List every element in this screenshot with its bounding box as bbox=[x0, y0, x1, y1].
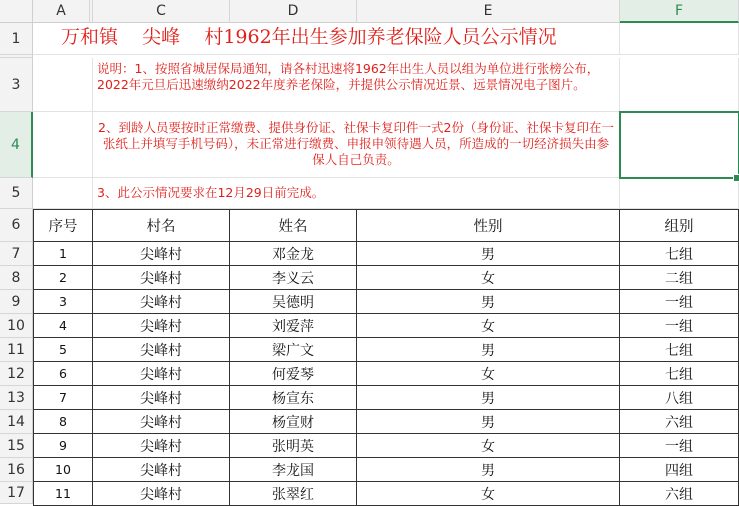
column-header-f[interactable]: F bbox=[620, 0, 739, 23]
table-cell-sex[interactable]: 女 bbox=[357, 482, 620, 506]
table-cell-village[interactable]: 尖峰村 bbox=[93, 338, 230, 362]
row-header-7[interactable]: 7 bbox=[0, 242, 33, 266]
table-cell-sex[interactable]: 男 bbox=[357, 458, 620, 482]
table-cell-village[interactable]: 尖峰村 bbox=[93, 482, 230, 506]
table-cell-village[interactable]: 尖峰村 bbox=[93, 458, 230, 482]
table-cell-name[interactable]: 邓金龙 bbox=[230, 242, 357, 266]
table-cell-name[interactable]: 李义云 bbox=[230, 266, 357, 290]
row-header-17[interactable]: 17 bbox=[0, 482, 33, 504]
table-cell-name[interactable]: 李龙国 bbox=[230, 458, 357, 482]
row-header-14[interactable]: 14 bbox=[0, 410, 33, 434]
table-cell-sex[interactable]: 男 bbox=[357, 338, 620, 362]
table-cell-no[interactable]: 4 bbox=[33, 314, 93, 338]
table-cell-group[interactable]: 一组 bbox=[620, 290, 739, 314]
table-header-group[interactable]: 组别 bbox=[620, 209, 739, 242]
select-all-corner[interactable] bbox=[0, 0, 33, 23]
table-cell-village[interactable]: 尖峰村 bbox=[93, 386, 230, 410]
cell-a4[interactable] bbox=[33, 112, 93, 178]
cell-f3[interactable] bbox=[620, 58, 739, 112]
table-header-village[interactable]: 村名 bbox=[93, 209, 230, 242]
cell-f1[interactable] bbox=[620, 23, 739, 55]
fill-handle[interactable] bbox=[733, 174, 739, 182]
row-header-6[interactable]: 6 bbox=[0, 209, 33, 242]
column-header-d[interactable]: D bbox=[230, 0, 357, 23]
table-cell-group[interactable]: 一组 bbox=[620, 314, 739, 338]
table-cell-name[interactable]: 张明英 bbox=[230, 434, 357, 458]
table-cell-village[interactable]: 尖峰村 bbox=[93, 242, 230, 266]
table-cell-name[interactable]: 吴德明 bbox=[230, 290, 357, 314]
table-header-sex[interactable]: 性别 bbox=[357, 209, 620, 242]
table-cell-name[interactable]: 何爱琴 bbox=[230, 362, 357, 386]
table-cell-sex[interactable]: 女 bbox=[357, 266, 620, 290]
table-header-no[interactable]: 序号 bbox=[33, 209, 93, 242]
row-header-8[interactable]: 8 bbox=[0, 266, 33, 290]
table-cell-village[interactable]: 尖峰村 bbox=[93, 314, 230, 338]
table-cell-no[interactable]: 3 bbox=[33, 290, 93, 314]
cell-f5[interactable] bbox=[620, 178, 739, 209]
table-cell-no[interactable]: 11 bbox=[33, 482, 93, 506]
table-cell-no[interactable]: 6 bbox=[33, 362, 93, 386]
table-cell-no[interactable]: 5 bbox=[33, 338, 93, 362]
table-cell-sex[interactable]: 男 bbox=[357, 386, 620, 410]
sheet-title[interactable]: 万和镇 尖峰 村1962年出生参加养老保险人员公示情况 bbox=[33, 23, 620, 55]
table-cell-village[interactable]: 尖峰村 bbox=[93, 266, 230, 290]
table-cell-sex[interactable]: 女 bbox=[357, 362, 620, 386]
table-cell-group[interactable]: 六组 bbox=[620, 410, 739, 434]
table-cell-village[interactable]: 尖峰村 bbox=[93, 434, 230, 458]
column-header-e[interactable]: E bbox=[357, 0, 620, 23]
row-header-15[interactable]: 15 bbox=[0, 434, 33, 458]
table-header-name[interactable]: 姓名 bbox=[230, 209, 357, 242]
table-cell-group[interactable]: 七组 bbox=[620, 242, 739, 266]
table-cell-name[interactable]: 梁广文 bbox=[230, 338, 357, 362]
row-header-16[interactable]: 16 bbox=[0, 458, 33, 482]
notice-paragraph-3[interactable]: 3、此公示情况要求在12月29日前完成。 bbox=[93, 178, 620, 209]
table-cell-village[interactable]: 尖峰村 bbox=[93, 362, 230, 386]
column-header-c[interactable]: C bbox=[93, 0, 230, 23]
table-cell-sex[interactable]: 女 bbox=[357, 314, 620, 338]
row-header-13[interactable]: 13 bbox=[0, 386, 33, 410]
table-cell-sex[interactable]: 男 bbox=[357, 410, 620, 434]
table-cell-no[interactable]: 2 bbox=[33, 266, 93, 290]
table-cell-no[interactable]: 1 bbox=[33, 242, 93, 266]
table-cell-group[interactable]: 二组 bbox=[620, 266, 739, 290]
table-cell-group[interactable]: 四组 bbox=[620, 458, 739, 482]
column-header-a[interactable]: A bbox=[33, 0, 90, 23]
row-header-3[interactable]: 3 bbox=[0, 58, 33, 112]
table-cell-group[interactable]: 八组 bbox=[620, 386, 739, 410]
table-cell-name[interactable]: 杨宣财 bbox=[230, 410, 357, 434]
row-header-4[interactable]: 4 bbox=[0, 112, 33, 178]
row-header-10[interactable]: 10 bbox=[0, 314, 33, 338]
notice-paragraph-2[interactable]: 2、到龄人员要按时正常缴费、提供身份证、社保卡复印件一式2份（身份证、社保卡复印在一张纸上并填写手机号码），未正常进行缴费、申报申领待遇人员，所造成的一切经济损失由参保人自己负责。 bbox=[93, 112, 620, 178]
cell-a5[interactable] bbox=[33, 178, 93, 209]
table-cell-village[interactable]: 尖峰村 bbox=[93, 290, 230, 314]
table-cell-group[interactable]: 七组 bbox=[620, 338, 739, 362]
table-cell-sex[interactable]: 男 bbox=[357, 290, 620, 314]
table-cell-group[interactable]: 六组 bbox=[620, 482, 739, 506]
row-header-12[interactable]: 12 bbox=[0, 362, 33, 386]
cell-a3[interactable] bbox=[33, 58, 93, 112]
row-header-1[interactable]: 1 bbox=[0, 23, 33, 55]
table-cell-no[interactable]: 8 bbox=[33, 410, 93, 434]
table-cell-sex[interactable]: 女 bbox=[357, 434, 620, 458]
table-cell-sex[interactable]: 男 bbox=[357, 242, 620, 266]
row-header-11[interactable]: 11 bbox=[0, 338, 33, 362]
table-cell-name[interactable]: 刘爱萍 bbox=[230, 314, 357, 338]
table-cell-no[interactable]: 9 bbox=[33, 434, 93, 458]
table-cell-group[interactable]: 七组 bbox=[620, 362, 739, 386]
table-cell-no[interactable]: 10 bbox=[33, 458, 93, 482]
notice-paragraph-1[interactable]: 说明：1、按照省城居保局通知，请各村迅速将1962年出生人员以组为单位进行张榜公布，2022年元旦后迅速缴纳2022年度养老保险，并提供公示情况近景、远景情况电子图片。 bbox=[93, 58, 620, 112]
row-header-9[interactable]: 9 bbox=[0, 290, 33, 314]
table-cell-name[interactable]: 张翠红 bbox=[230, 482, 357, 506]
table-cell-village[interactable]: 尖峰村 bbox=[93, 410, 230, 434]
row-header-5[interactable]: 5 bbox=[0, 178, 33, 209]
table-cell-group[interactable]: 一组 bbox=[620, 434, 739, 458]
active-cell-selection[interactable] bbox=[619, 111, 739, 179]
table-cell-no[interactable]: 7 bbox=[33, 386, 93, 410]
table-cell-name[interactable]: 杨宣东 bbox=[230, 386, 357, 410]
